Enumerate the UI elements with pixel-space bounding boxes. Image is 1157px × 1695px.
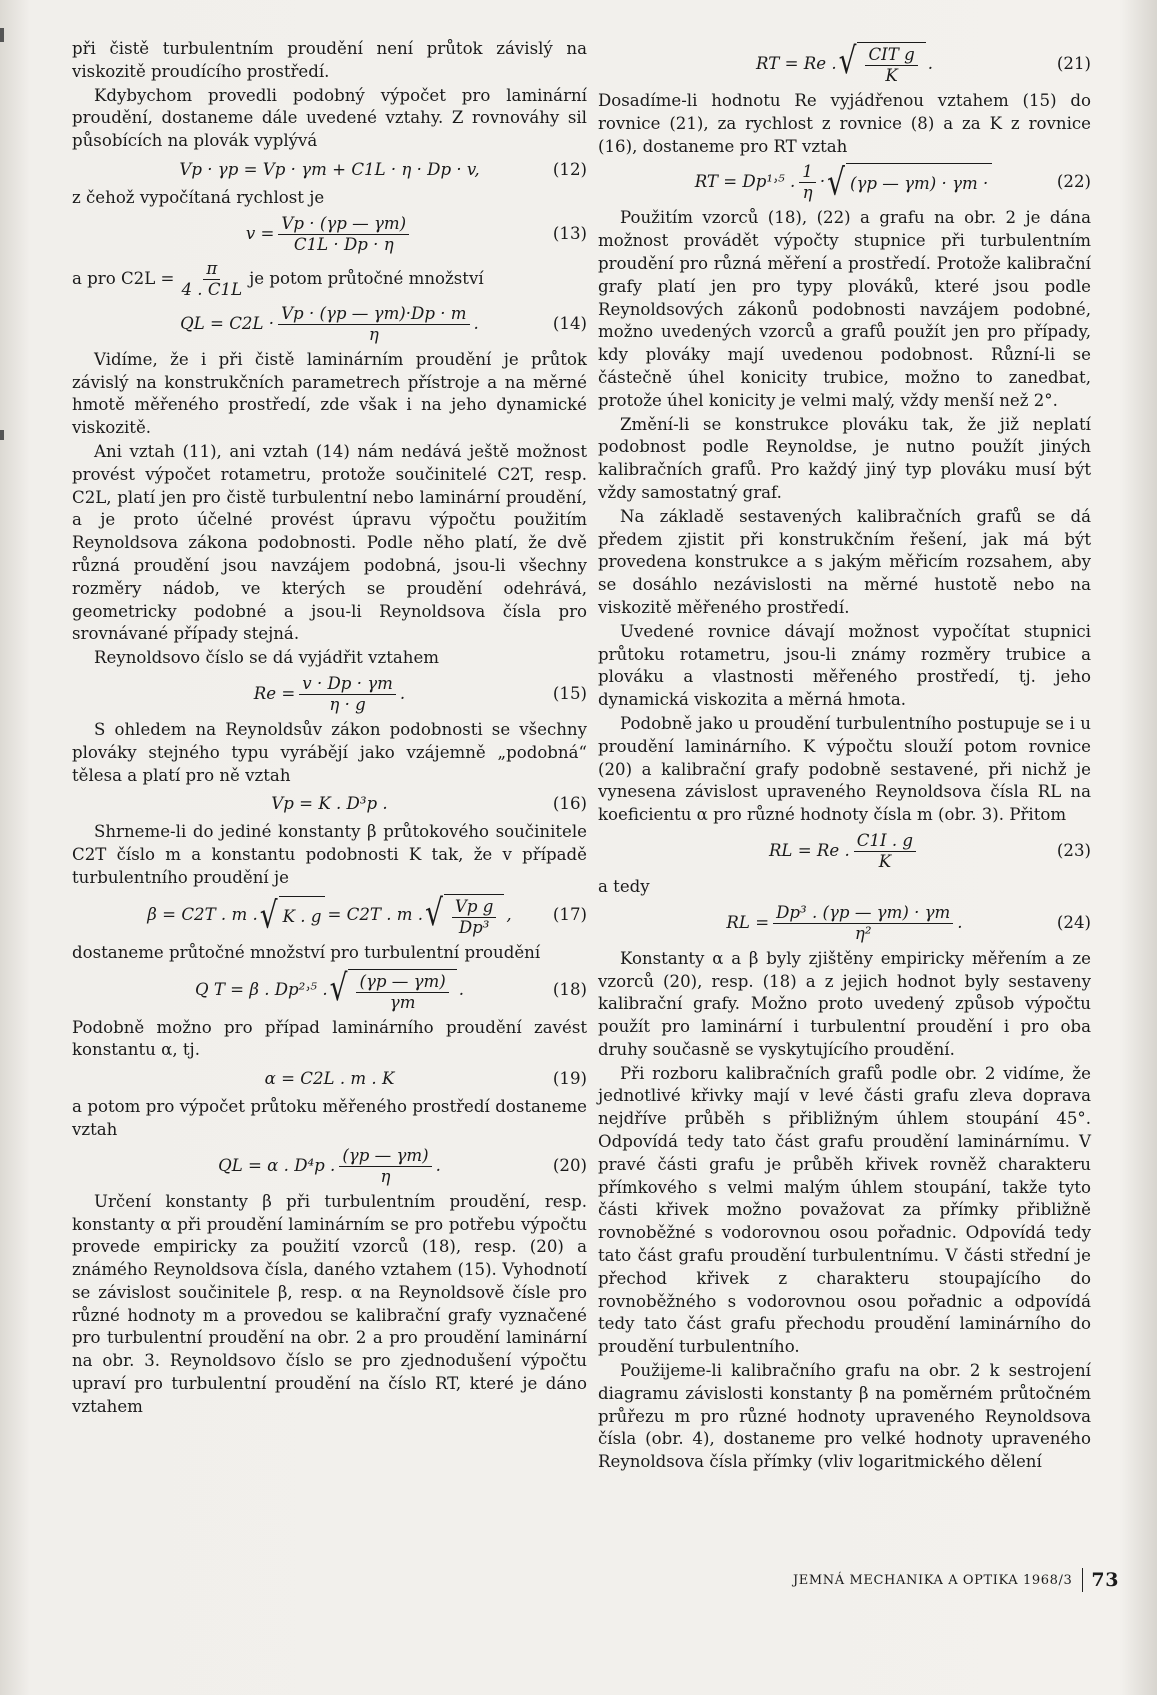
equation-22: RT = Dp¹˒⁵ . $\frac{1}{\eta}$ · √ (γp — γm) · γm · (22) [694, 160, 1091, 204]
paragraph: Konstanty α a β byly zjištěny empiricky měřením a ze vzorců (20), resp. (18) a z jejich hodnot byly sestaveny kalibrační grafy. Možno proto uvedený způsob výpočtu použít pro laminární i turbulentní proudění i pro oba druhy současně se vyskytujícího proudění. [598, 948, 1091, 1059]
equation-17: β = C2T . m . √ K . g = C2T . m . √ $\frac{\text{Vp g}}{\text{Dp³}}$ , (17) [147, 891, 587, 937]
page-footer [793, 1568, 1119, 1592]
equation-15: Re = $\frac{v \cdot Dp \cdot \gamma m}{\eta \cdot g}$ . (15) [253, 673, 587, 714]
equation-19: α = C2L . m . K (19) [72, 1066, 587, 1092]
equation-number: (16) [552, 793, 587, 813]
paragraph: Určení konstanty β při turbulentním proudění, resp. konstanty α při proudění laminárním se pro potřebu výpočtu provede empiricky za použití vzorců (18), resp. (20) a známého Reynoldsova čísla, daného vztahem (15). Vyhodnotí se závislost součinitele β, resp. α na Reynoldsově čísle pro různé hodnoty m a provedou se kalibrační grafy vyznačené pro turbulentní proudění na obr. 2 a pro proudění laminární na obr. 3. Reynoldsovo číslo se pro zjednodušení výpočtu upraví pro turbulentní proudění na číslo RT, které je dáno vztahem [72, 1191, 587, 1416]
paragraph: Podobně jako u proudění turbulentního postupuje se i u proudění laminárního. K výpočtu slouží potom rovnice (20) a kalibrační grafy podobně sestavené, při nichž je vynesena závislost upraveného Reynoldsova čísla RL na koeficientu α pro různé hodnoty čísla m (obr. 3). Přitom [598, 713, 1091, 825]
equation-21: RT = Re . √ $\frac{\text{CIT g}}{K}$ . (21) [756, 39, 1091, 85]
paragraph: a potom pro výpočet průtoku měřeného prostředí dostaneme vztah [72, 1097, 587, 1139]
paragraph: Uvedené rovnice dávají možnost vypočítat stupnici průtoku rotametru, jsou-li známy rozměry trubice a plováku a vlastnosti měřeného prostředí, tj. jeho dynamická viskozita a měrná hmota. [598, 621, 1091, 710]
equation-number: (18) [552, 980, 587, 1000]
equation-20: QL = α . D⁴p . $\frac{(\gamma p — \gamma m)}{\eta}$ . (20) [218, 1145, 587, 1186]
equation-number: (14) [552, 313, 587, 333]
paragraph: při čistě turbulentním proudění není průtok závislý na viskozitě proudícího prostředí. [72, 39, 587, 81]
paragraph: dostaneme průtočné množství pro turbulentní proudění [72, 942, 541, 962]
equation-23: RL = Re . $\frac{C1I . g}{K}$ (23) [768, 830, 1091, 871]
equation-14: QL = C2L · $\frac{Vp \cdot (\gamma p — \gamma m)\cdot Dp \cdot m}{\eta}$ . (14) [180, 303, 587, 344]
paragraph: Použitím vzorců (18), (22) a grafu na obr. 2 je dána možnost provádět výpočty stupnice při turbulentním proudění pro různá měření a prostředí. Protože kalibrační grafy platí jen pro typy plováků, které jsou podle Reynoldsových zákonů podobnosti navzájem podobné, možno uvedených vzorců a grafů použít jen pro případy, kdy plováky mají uvedenou podobnost. Různí-li se částečně úhel konicity trubice, možno to zanedbat, protože úhel konicity je velmi malý, vždy menší než 2°. [598, 208, 1091, 410]
paragraph: Kdybychom provedli podobný výpočet pro laminární proudění, dostaneme dále uvedené vztahy. Z rovnováhy sil působících na plovák vyplývá [72, 85, 587, 151]
scan-edge-mark [0, 430, 4, 440]
equation-number: (21) [1056, 53, 1091, 73]
footer-divider [1082, 1568, 1083, 1592]
right-column [598, 38, 1091, 1475]
paragraph: Vidíme, že i při čistě laminárním proudění je průtok závislý na konstrukčních parametrech přístroje a na měrné hmotě měřeného prostředí, zde však i na jeho dynamické viskozitě. [72, 349, 587, 438]
equation-16: Vp = K . D³p . (16) [72, 791, 587, 817]
page-number: 73 [1091, 1569, 1120, 1591]
equation-number: (20) [552, 1155, 587, 1175]
equation-number: (19) [552, 1068, 587, 1088]
equation-number: (23) [1056, 841, 1091, 860]
equation-number: (22) [1056, 172, 1091, 192]
equation-24: RL = $\frac{\text{Dp³ . (γp — γm) · γm}}{\text{η²}}$ . (24) [726, 902, 1091, 943]
scan-edge-mark [0, 28, 4, 42]
paragraph: S ohledem na Reynoldsův zákon podobnosti se všechny plováky stejného typu vyrábějí jako vzájemně „podobná“ tělesa a platí pro ně vztah [72, 719, 587, 785]
equation-number: (15) [552, 684, 587, 704]
paragraph: Reynoldsovo číslo se dá vyjádřit vztahem [94, 648, 440, 668]
equation-number: (24) [1056, 912, 1091, 932]
paragraph: Změní-li se konstrukce plováku tak, že již neplatí podobnost podle Reynoldse, je nutno použít jiných kalibračních grafů. Pro každý jiný typ plováku musí být vždy samostatný graf. [598, 414, 1091, 502]
equation-12: Vp · γp = Vp · γm + C1L · η · Dp · v, (12) [72, 157, 587, 183]
paragraph: Shrneme-li do jediné konstanty β průtokového součinitele C2T číslo m a konstantu podobnosti K tak, že v případě turbulentního proudění je [72, 822, 587, 887]
equation-number: (13) [552, 223, 587, 243]
left-column [72, 38, 587, 1420]
paragraph: Podobně možno pro případ laminárního proudění zavést konstantu α, tj. [72, 1017, 587, 1060]
paragraph: Při rozboru kalibračních grafů podle obr. 2 vidíme, že jednotlivé křivky mají v levé části grafu zleva doprava nejdříve průběh s přibližným úhlem stoupání 45°. Odpovídá tedy tato část grafu proudění laminárnímu. V pravé části grafu je průběh křivek rovněž charakteru přímkového s velmi malým úhlem stoupání, takže tyto části křivek možno považovat za přímky přibližně rovnoběžné s vodorovnou osou pořadnic. Odpovídá tedy tato část grafu proudění turbulentnímu. V části střední je přechod křivek z charakteru stoupajícího do rovnoběžného s vodorovnou osou pořadnic a odpovídá tedy tato část grafu přechodu proudění laminárního do proudění turbulentního. [598, 1063, 1091, 1357]
equation-number: (12) [552, 159, 587, 179]
paragraph: z čehož vypočítaná rychlost je [72, 187, 325, 207]
paragraph: Na základě sestavených kalibračních grafů se dá předem zjistit při konstrukčním řešení, jak má být provedena konstrukce a s jakým měřicím rozsahem, aby se dosáhlo nezávislosti na měrné hustotě nebo na viskozitě měřeného prostředí. [598, 506, 1091, 617]
journal-title: JEMNÁ MECHANIKA A OPTIKA 1968/3 [793, 1572, 1073, 1588]
equation-13: v = $\frac{Vp \cdot (\gamma p — \gamma m)}{C1L \cdot Dp \cdot \eta}$ (13) [245, 213, 587, 254]
equation-18: Q T = β . Dp²˒⁵ . √ $\frac{(\gamma p — \gamma m)}{\gamma m}$ . (18) [194, 965, 587, 1012]
paragraph-with-fraction: a pro C2L = $\frac{\pi}{4 . C1L}$ je potom průtočné množství [72, 258, 484, 299]
paragraph: Použijeme-li kalibračního grafu na obr. 2 k sestrojení diagramu závislosti konstanty β na poměrném průtočném průřezu m pro různé hodnoty upraveného Reynoldsova čísla (obr. 4), dostaneme pro velké hodnoty upraveného Reynoldsova čísla přímky (vliv logaritmického dělení [598, 1361, 1091, 1472]
equation-number: (17) [552, 905, 587, 925]
paragraph: Ani vztah (11), ani vztah (14) nám nedává ještě možnost provést výpočet rotametru, protože součinitelé C2T, resp. C2L, platí jen pro čistě turbulentní nebo laminární proudění, a je proto účelné provést úpravu výpočtu použitím Reynoldsova zákona podobnosti. Podle něho platí, že dvě různá proudění jsou navzájem podobná, jsou-li všechny rozměry nádob, ve kterých se proudění odehrává, geometricky podobné a jsou-li Reynoldsova čísla pro srovnávané případy stejná. [72, 441, 587, 644]
paragraph: a tedy [598, 876, 650, 896]
paragraph: Dosadíme-li hodnotu Re vyjádřenou vztahem (15) do rovnice (21), za rychlost z rovnice (8) a za K z rovnice (16), dostaneme pro RT vztah [598, 91, 1091, 156]
